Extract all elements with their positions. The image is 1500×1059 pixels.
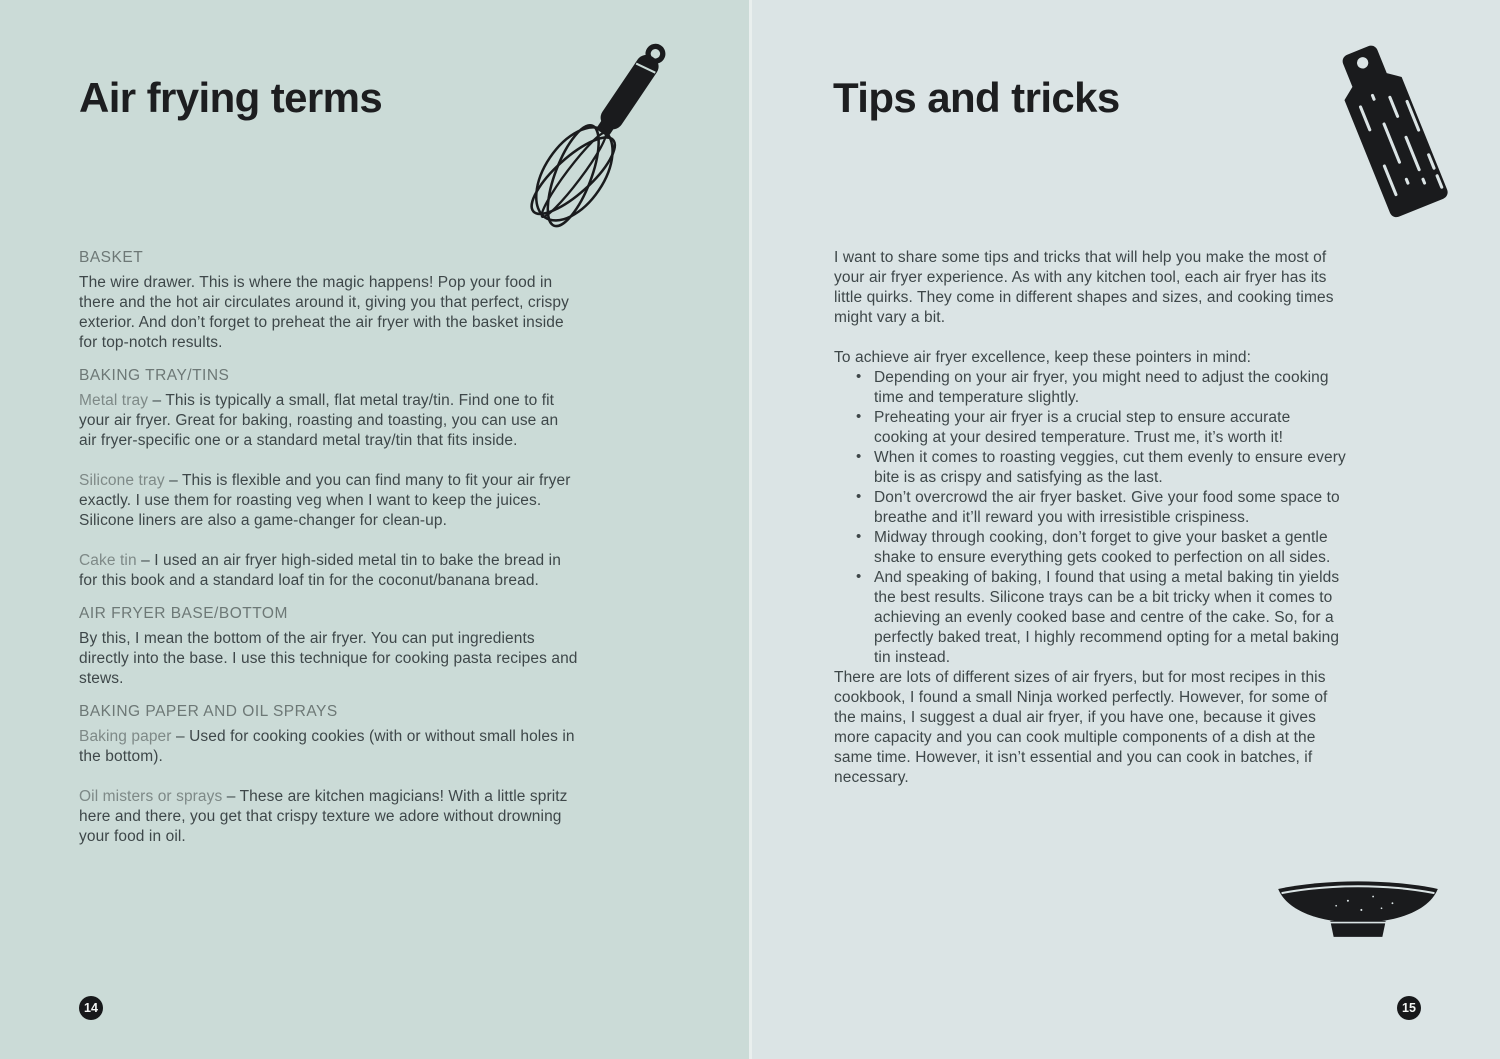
right-content: [834, 248, 1348, 808]
term-section: [79, 366, 579, 591]
section-paragraph: Oil misters or sprays – These are kitchen magicians! With a little spritz here and there, you get that crispy texture we adore without drowning your food in oil.: [79, 788, 568, 845]
term-label: Silicone tray: [79, 472, 165, 489]
tip-bullet-item: • Don’t overcrowd the air fryer basket. Give your food some space to breathe and it’ll reward you with irresistible crispiness.: [834, 488, 1348, 528]
page-left: [0, 0, 749, 1059]
tip-bullet-item: • Preheating your air fryer is a crucial step to ensure accurate cooking at your desired temperature. Trust me, it’s worth it!: [834, 408, 1348, 448]
term-label: Oil misters or sprays: [79, 788, 223, 805]
tip-bullet-item: • Midway through cooking, don’t forget to give your basket a gentle shake to ensure everything gets cooked to perfection on all sides.: [834, 528, 1348, 568]
page-number-right: 15: [1397, 996, 1421, 1020]
section-paragraph: The wire drawer. This is where the magic happens! Pop your food in there and the hot air circulates around it, giving you that perfect, crispy exterior. And don’t forget to preheat the air fryer with the basket inside for top-notch results.: [79, 274, 569, 351]
term-label: Baking paper: [79, 728, 172, 745]
page-right: [749, 0, 1500, 1059]
section-header: AIR FRYER BASE/BOTTOM: [79, 605, 288, 622]
section-header: BAKING PAPER AND OIL SPRAYS: [79, 703, 338, 720]
page-number-left: 14: [79, 996, 103, 1020]
section-paragraph: Silicone tray – This is flexible and you can find many to fit your air fryer exactly. I use them for roasting veg when I want to keep the juices. Silicone liners are also a game-changer for clean-up.: [79, 472, 571, 529]
bowl-icon: [1274, 870, 1442, 944]
term-label: Metal tray: [79, 392, 149, 409]
tips-list: [834, 368, 1348, 668]
tips-intro: I want to share some tips and tricks that will help you make the most of your air fryer experience. As with any kitchen tool, each air fryer has its little quirks. They come in different shapes and sizes, and cooking times might vary a bit.: [834, 249, 1334, 326]
section-paragraph: Metal tray – This is typically a small, flat metal tray/tin. Find one to fit your air fryer. Great for baking, roasting and toasting, you can use an air fryer-specific one or a standard metal tray/tin that fits inside.: [79, 392, 559, 449]
section-paragraph: Baking paper – Used for cooking cookies (with or without small holes in the bottom).: [79, 728, 575, 765]
section-paragraph: By this, I mean the bottom of the air fryer. You can put ingredients directly into the base. I use this technique for cooking pasta recipes and stews.: [79, 630, 578, 687]
term-section: [79, 702, 579, 847]
tips-outro: There are lots of different sizes of air fryers, but for most recipes in this cookbook, I found a small Ninja worked perfectly. However, for some of the mains, I suggest a dual air fryer, if you have one, because it gives more capacity and you can cook multiple components of a dish at the same time. However, it isn’t essential and you can cook in batches, if necessary.: [834, 669, 1328, 786]
left-sections: [79, 248, 579, 860]
term-section: [79, 604, 579, 689]
section-header: BASKET: [79, 249, 144, 266]
term-label: Cake tin: [79, 552, 137, 569]
section-paragraph: Cake tin – I used an air fryer high-sided metal tin to bake the bread in for this book and a standard loaf tin for the coconut/banana bread.: [79, 552, 561, 589]
page-title-left: Air frying terms: [79, 74, 383, 121]
tip-bullet-item: • Depending on your air fryer, you might need to adjust the cooking time and temperature slightly.: [834, 368, 1348, 408]
tip-bullet-item: • And speaking of baking, I found that using a metal baking tin yields the best results. Silicone trays can be a bit tricky when it comes to achieving an evenly cooked base and centre of the cake. So, for a perfectly baked treat, I highly recommend opting for a metal baking tin instead.: [834, 568, 1348, 668]
page-title-right: Tips and tricks: [833, 74, 1120, 121]
term-section: [79, 248, 579, 353]
whisk-icon: [522, 28, 682, 238]
section-header: BAKING TRAY/TINS: [79, 367, 230, 384]
pointers-lead: To achieve air fryer excellence, keep these pointers in mind:: [834, 349, 1252, 366]
cutting-board-icon: [1310, 38, 1470, 223]
tip-bullet-item: • When it comes to roasting veggies, cut them evenly to ensure every bite is as crispy and satisfying as the last.: [834, 448, 1348, 488]
